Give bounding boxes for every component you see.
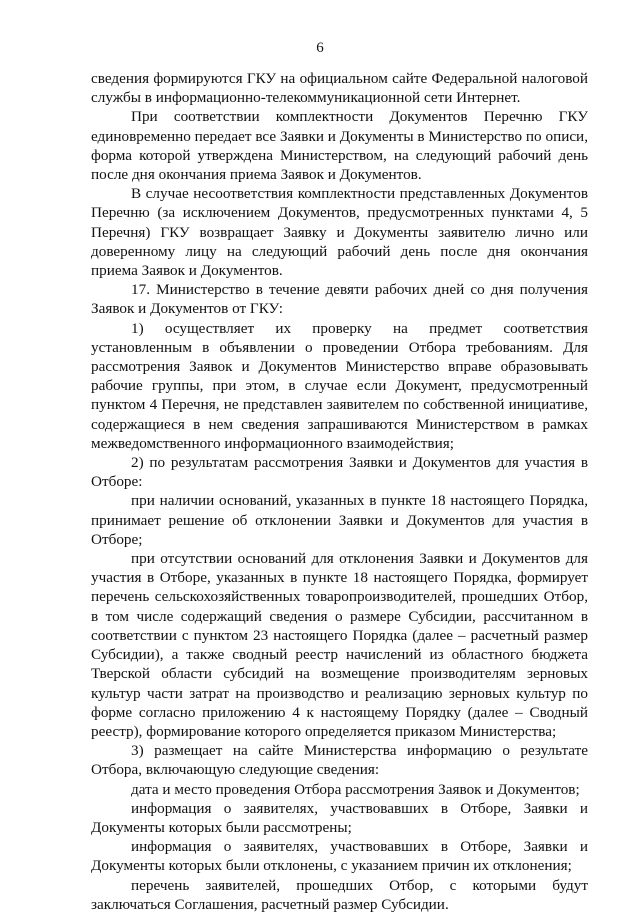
paragraph: перечень заявителей, прошедших Отбор, с которыми будут заключаться Соглашения, расчетный размер Субсидии.: [91, 876, 588, 913]
paragraph: При соответствии комплектности Документов Перечню ГКУ единовременно передает все Заявки и Документы в Министерство по описи, форма которой утверждена Министерством, на следующий рабочий день после дня окончания приема Заявок и Документов.: [91, 108, 588, 184]
paragraph: 2) по результатам рассмотрения Заявки и Документов для участия в Отборе:: [91, 454, 588, 491]
paragraph: 3) размещает на сайте Министерства информацию о результате Отбора, включающую следующие сведения:: [91, 742, 588, 779]
paragraph: при отсутствии оснований для отклонения Заявки и Документов для участия в Отборе, указанных в пункте 18 настоящего Порядка, формирует перечень сельскохозяйственных товаропроизводителей, прошедших Отбор, в том числе содержащий сведения о размере Субсидии, рассчитанном в соответствии с пунктом 23 настоящего Порядка (далее – расчетный размер Субсидии), а также сводный реестр начислений из областного бюджета Тверской области субсидий на возмещение производителям зерновых культур части затрат на производство и реализацию зерновых культур по форме согласно приложению 4 к настоящему Порядку (далее – Сводный реестр), формирование которого определяется приказом Министерства;: [91, 550, 588, 740]
paragraph: В случае несоответствия комплектности представленных Документов Перечню (за исключением Документов, предусмотренных пунктами 4, 5 Перечня) ГКУ возвращает Заявку и Документы заявителю лично или доверенному лицу на следующий рабочий день после дня окончания приема Заявок и Документов.: [91, 185, 588, 280]
page-number: 6: [316, 40, 324, 56]
paragraph: дата и место проведения Отбора рассмотрения Заявок и Документов;: [131, 780, 580, 798]
paragraph: 17. Министерство в течение девяти рабочих дней со дня получения Заявок и Документов от ГКУ:: [91, 281, 588, 318]
paragraph: информация о заявителях, участвовавших в Отборе, Заявки и Документы которых были отклонены, с указанием причин их отклонения;: [91, 838, 588, 875]
paragraph: сведения формируются ГКУ на официальном сайте Федеральной налоговой службы в информационно-телекоммуникационной сети Интернет.: [91, 70, 588, 107]
paragraph: 1) осуществляет их проверку на предмет соответствия установленным в объявлении о проведении Отбора требованиям. Для рассмотрения Заявок и Документов Министерство вправе образовывать рабочие группы, при этом, в случае если Документ, предусмотренный пунктом 4 Перечня, не представлен заявителем по собственной инициативе, содержащиеся в нем сведения запрашиваются Министерством в рамках межведомственного информационного взаимодействия;: [91, 319, 588, 452]
paragraph: при наличии оснований, указанных в пункте 18 настоящего Порядка, принимает решение об отклонении Заявки и Документов для участия в Отборе;: [91, 492, 588, 548]
document-body: [91, 69, 588, 914]
paragraph: информация о заявителях, участвовавших в Отборе, Заявки и Документы которых были рассмотрены;: [91, 799, 588, 836]
